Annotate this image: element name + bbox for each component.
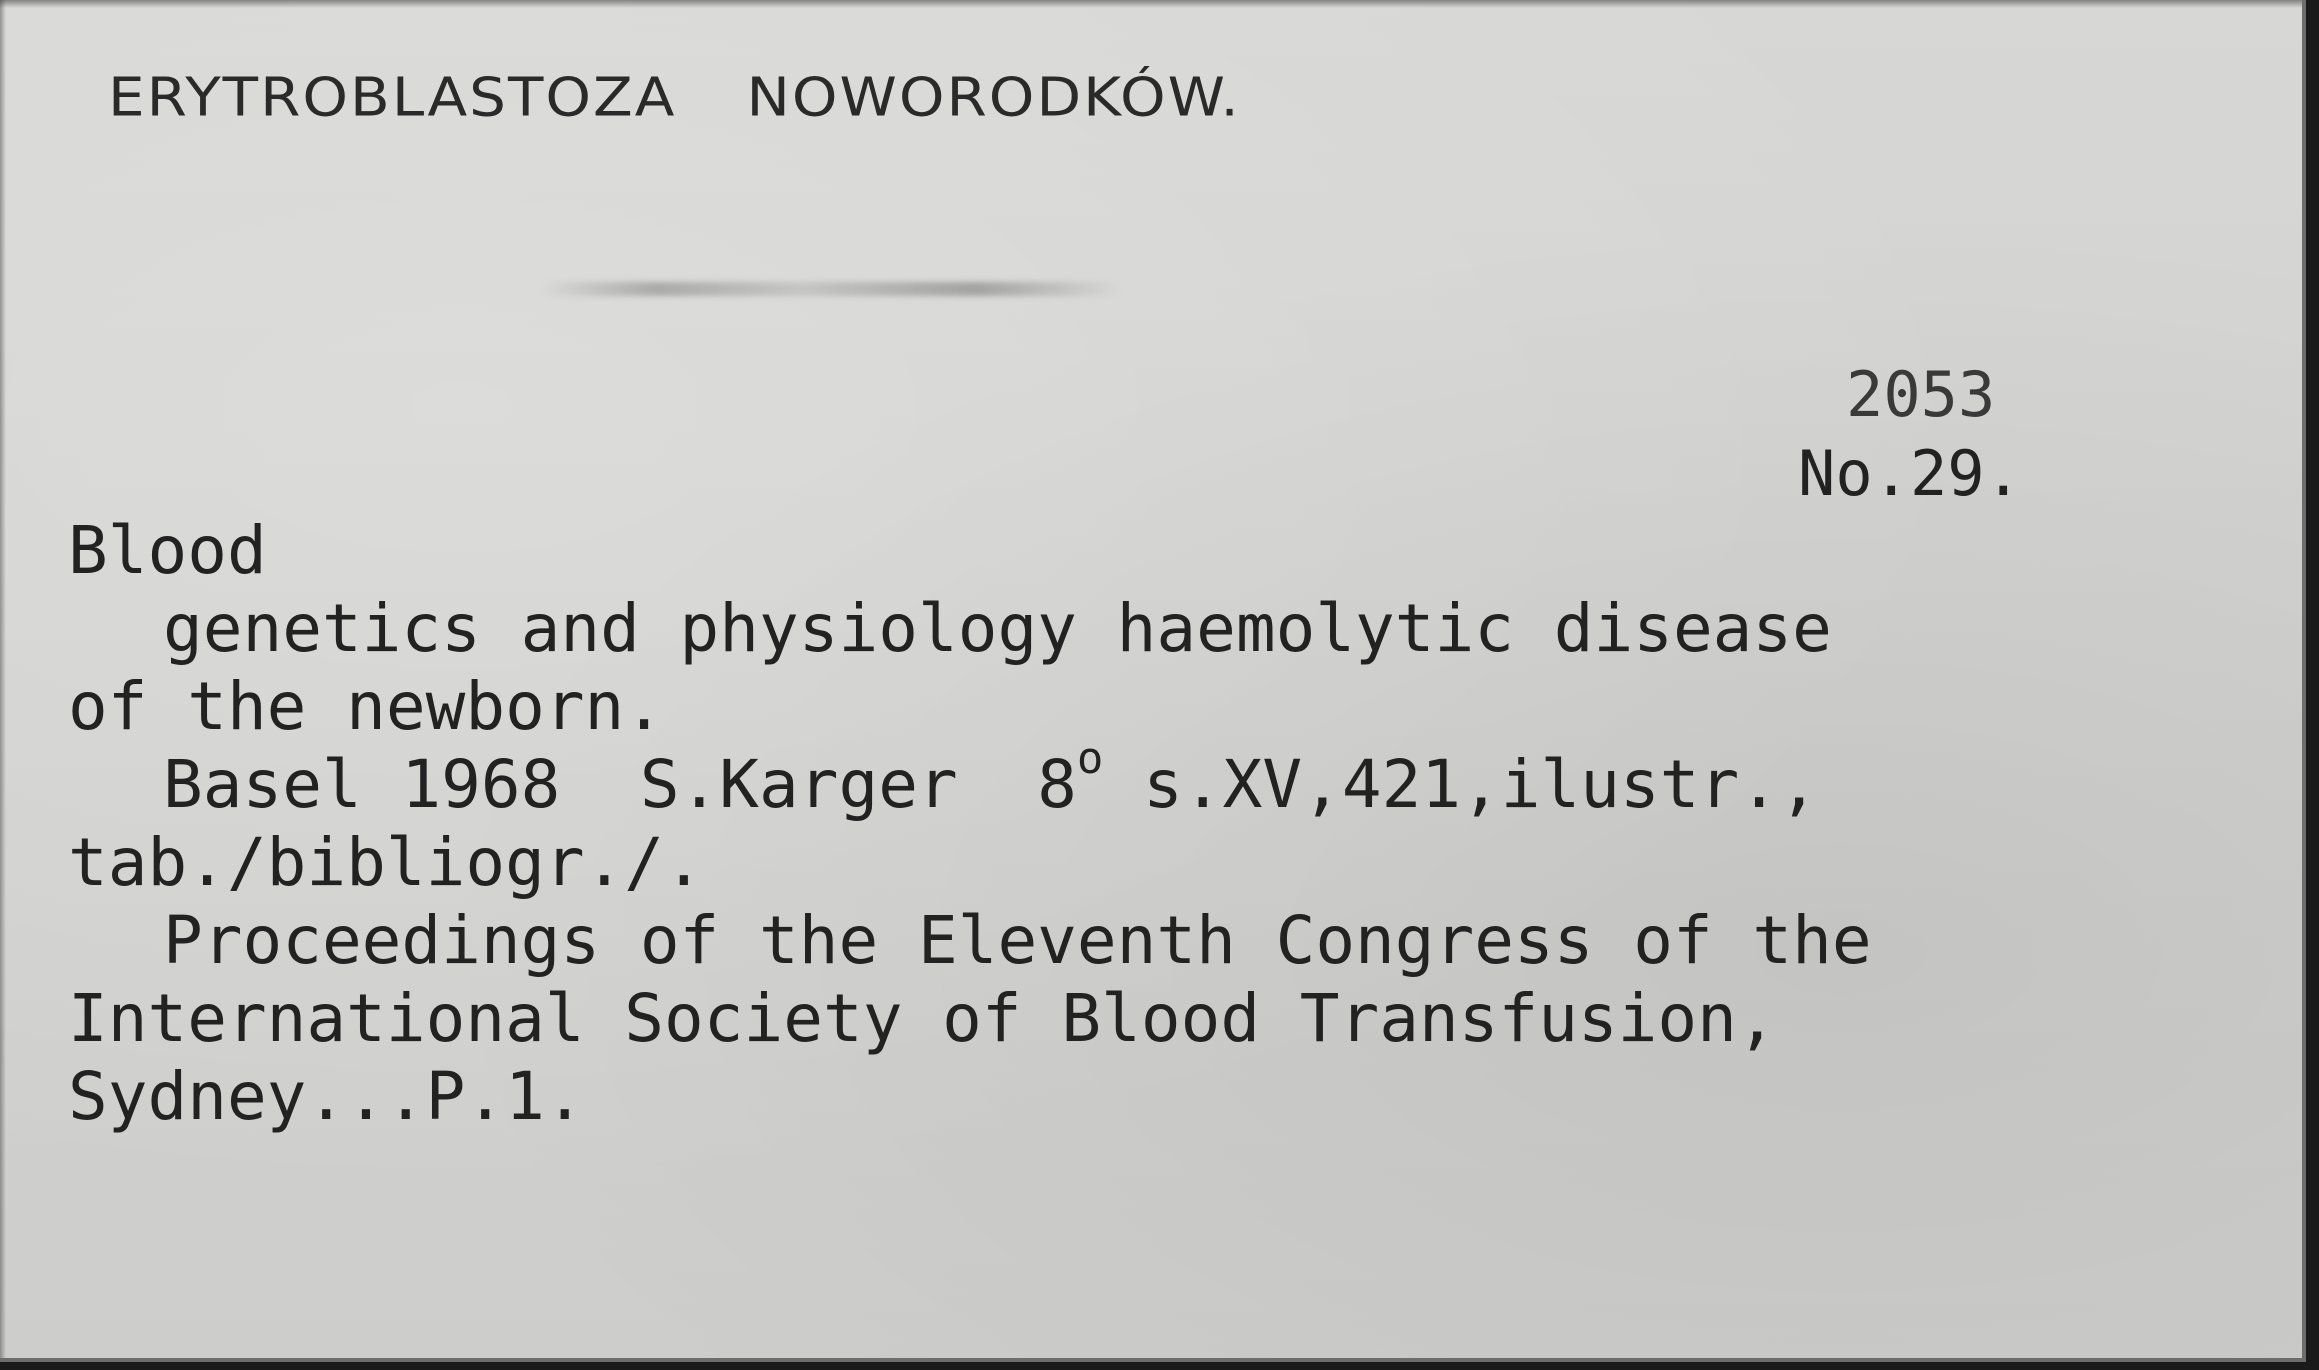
call-number: 2053 bbox=[1846, 358, 1996, 431]
heading-word-2: NOWORODKÓW. bbox=[746, 66, 1241, 129]
erased-text-smudge bbox=[540, 282, 1120, 296]
subject-heading: Blood bbox=[68, 512, 267, 589]
imprint-text: Basel 1968 S.Karger 8 bbox=[163, 746, 1077, 823]
title-line-2: of the newborn. bbox=[68, 668, 665, 745]
imprint-line-2: tab./bibliogr./. bbox=[68, 824, 704, 901]
series-number: No.29. bbox=[1798, 437, 2022, 510]
note-line-1: Proceedings of the Eleventh Congress of the bbox=[163, 902, 1872, 979]
title-line-1: genetics and physiology haemolytic disease bbox=[163, 590, 1832, 667]
card-top-edge-shadow bbox=[0, 0, 2302, 8]
card-left-edge-shadow bbox=[0, 0, 6, 1358]
heading-word-1: ERYTROBLASTOZA bbox=[108, 66, 677, 129]
imprint-line-1 bbox=[68, 733, 1819, 823]
imprint-superscript: o bbox=[1076, 733, 1104, 784]
imprint-text-continued: s.XV,421,ilustr., bbox=[1103, 746, 1819, 823]
card-heading bbox=[108, 66, 1241, 129]
note-line-2: International Society of Blood Transfusion, bbox=[68, 980, 1777, 1057]
note-line-3: Sydney...P.1. bbox=[68, 1058, 585, 1135]
